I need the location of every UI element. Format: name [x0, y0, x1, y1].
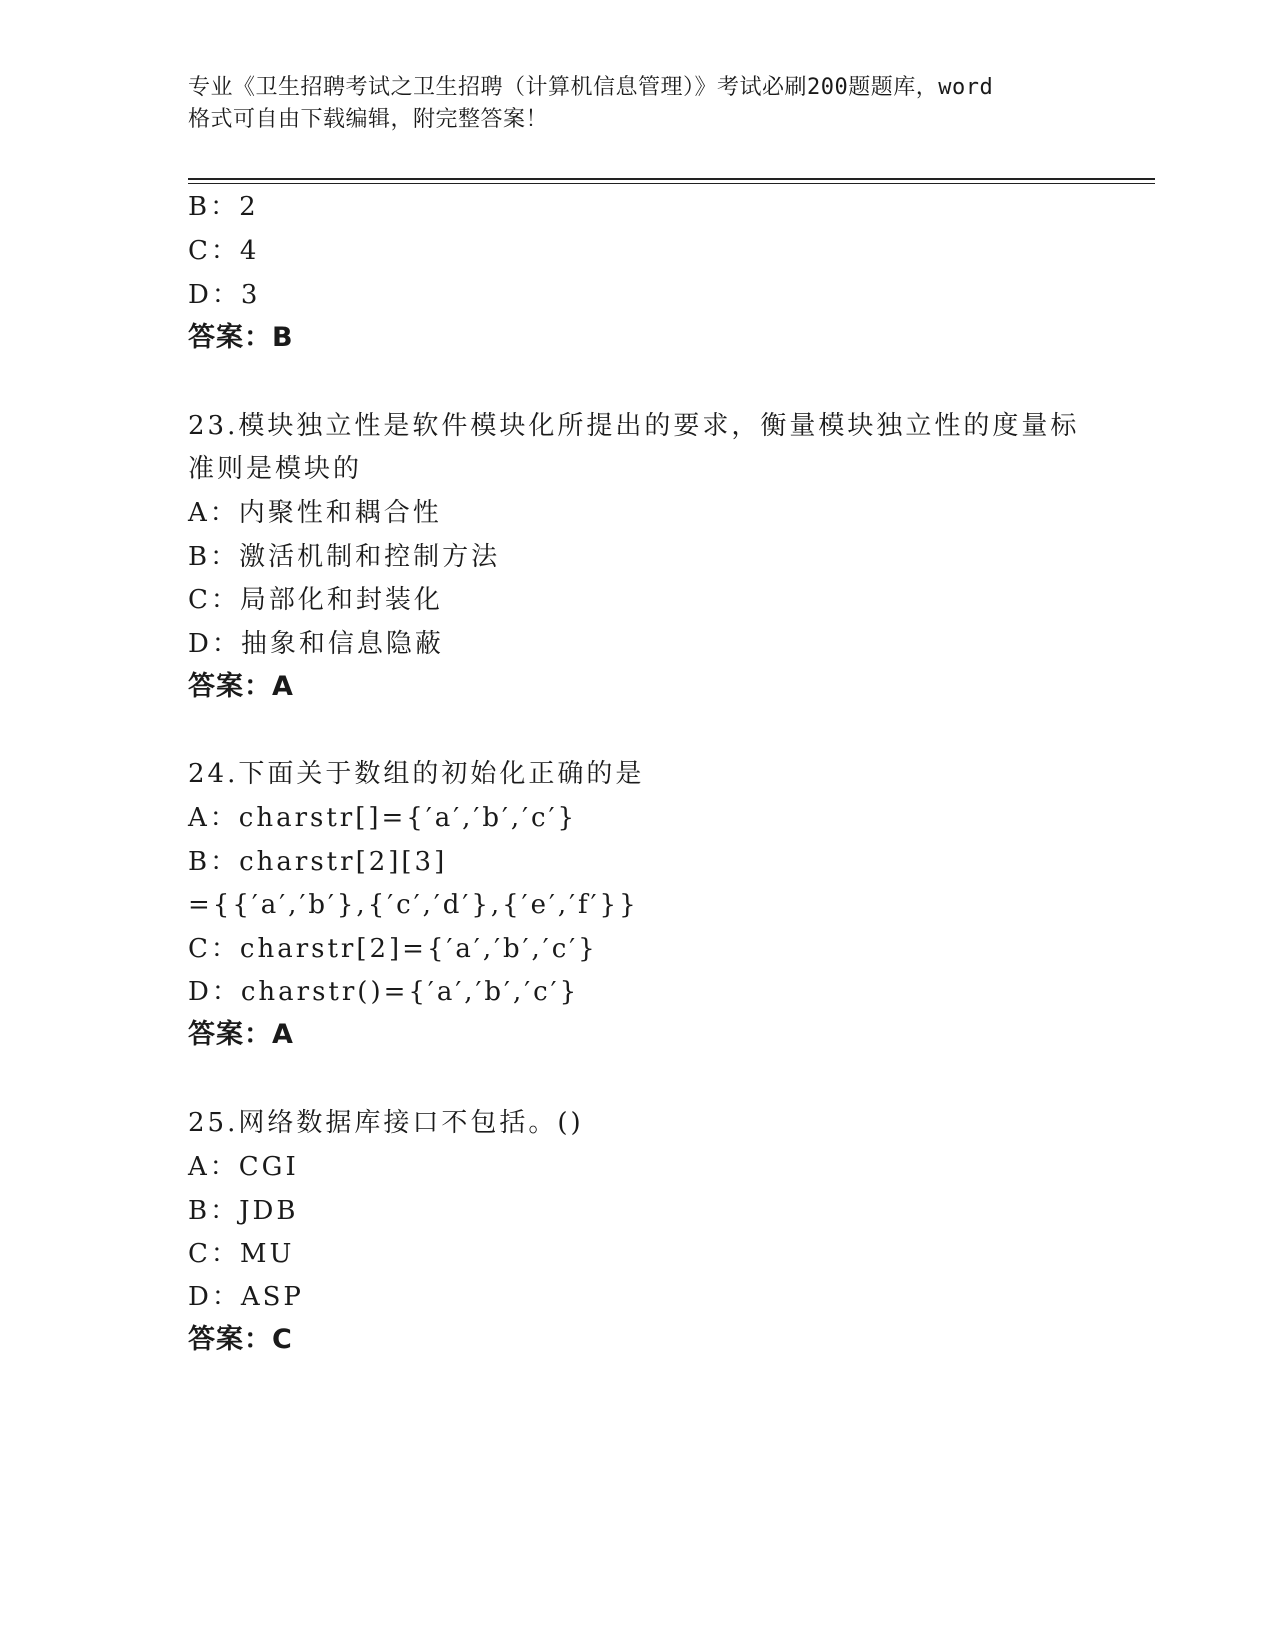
q24-option-c: C：charstr[2]={′a′,′b′,′c′}	[188, 934, 598, 964]
q23-option-b: B：激活机制和控制方法	[188, 542, 501, 572]
q23-option-a: A：内聚性和耦合性	[188, 498, 442, 528]
header-divider-thin	[188, 183, 1155, 184]
header-title-line1: 专业《卫生招聘考试之卫生招聘（计算机信息管理）》考试必刷200题题库，word	[188, 75, 994, 100]
q24-stem: 24.下面关于数组的初始化正确的是	[188, 759, 645, 789]
q24-option-b-continued: ={{′a′,′b′},{′c′,′d′},{′e′,′f′}}	[188, 890, 639, 920]
prev-option-b: B：2	[188, 192, 259, 222]
prev-option-c: C：4	[188, 236, 260, 266]
q24-option-a: A：charstr[]={′a′,′b′,′c′}	[188, 803, 578, 833]
q25-stem: 25.网络数据库接口不包括。()	[188, 1108, 584, 1138]
q25-option-d: D：ASP	[188, 1282, 304, 1312]
header-divider-thick	[188, 178, 1155, 180]
q23-stem-line2: 准则是模块的	[188, 454, 363, 484]
q24-answer: 答案：A	[188, 1019, 294, 1050]
q23-option-c: C：局部化和封装化	[188, 585, 443, 615]
prev-answer: 答案：B	[188, 322, 294, 353]
q23-option-d: D：抽象和信息隐蔽	[188, 629, 444, 659]
q25-option-c: C：MU	[188, 1239, 295, 1269]
q23-stem-line1: 23.模块独立性是软件模块化所提出的要求，衡量模块独立性的度量标	[188, 411, 1080, 441]
q23-answer: 答案：A	[188, 671, 294, 702]
q24-option-b: B：charstr[2][3]	[188, 847, 448, 877]
q25-option-a: A：CGI	[188, 1152, 299, 1182]
q25-option-b: B：JDB	[188, 1196, 299, 1226]
page-header	[188, 72, 1088, 136]
header-title-line2: 格式可自由下载编辑，附完整答案！	[188, 107, 549, 132]
prev-option-d: D：3	[188, 280, 261, 310]
q25-answer: 答案：C	[188, 1324, 293, 1355]
q24-option-d: D：charstr()={′a′,′b′,′c′}	[188, 977, 580, 1007]
